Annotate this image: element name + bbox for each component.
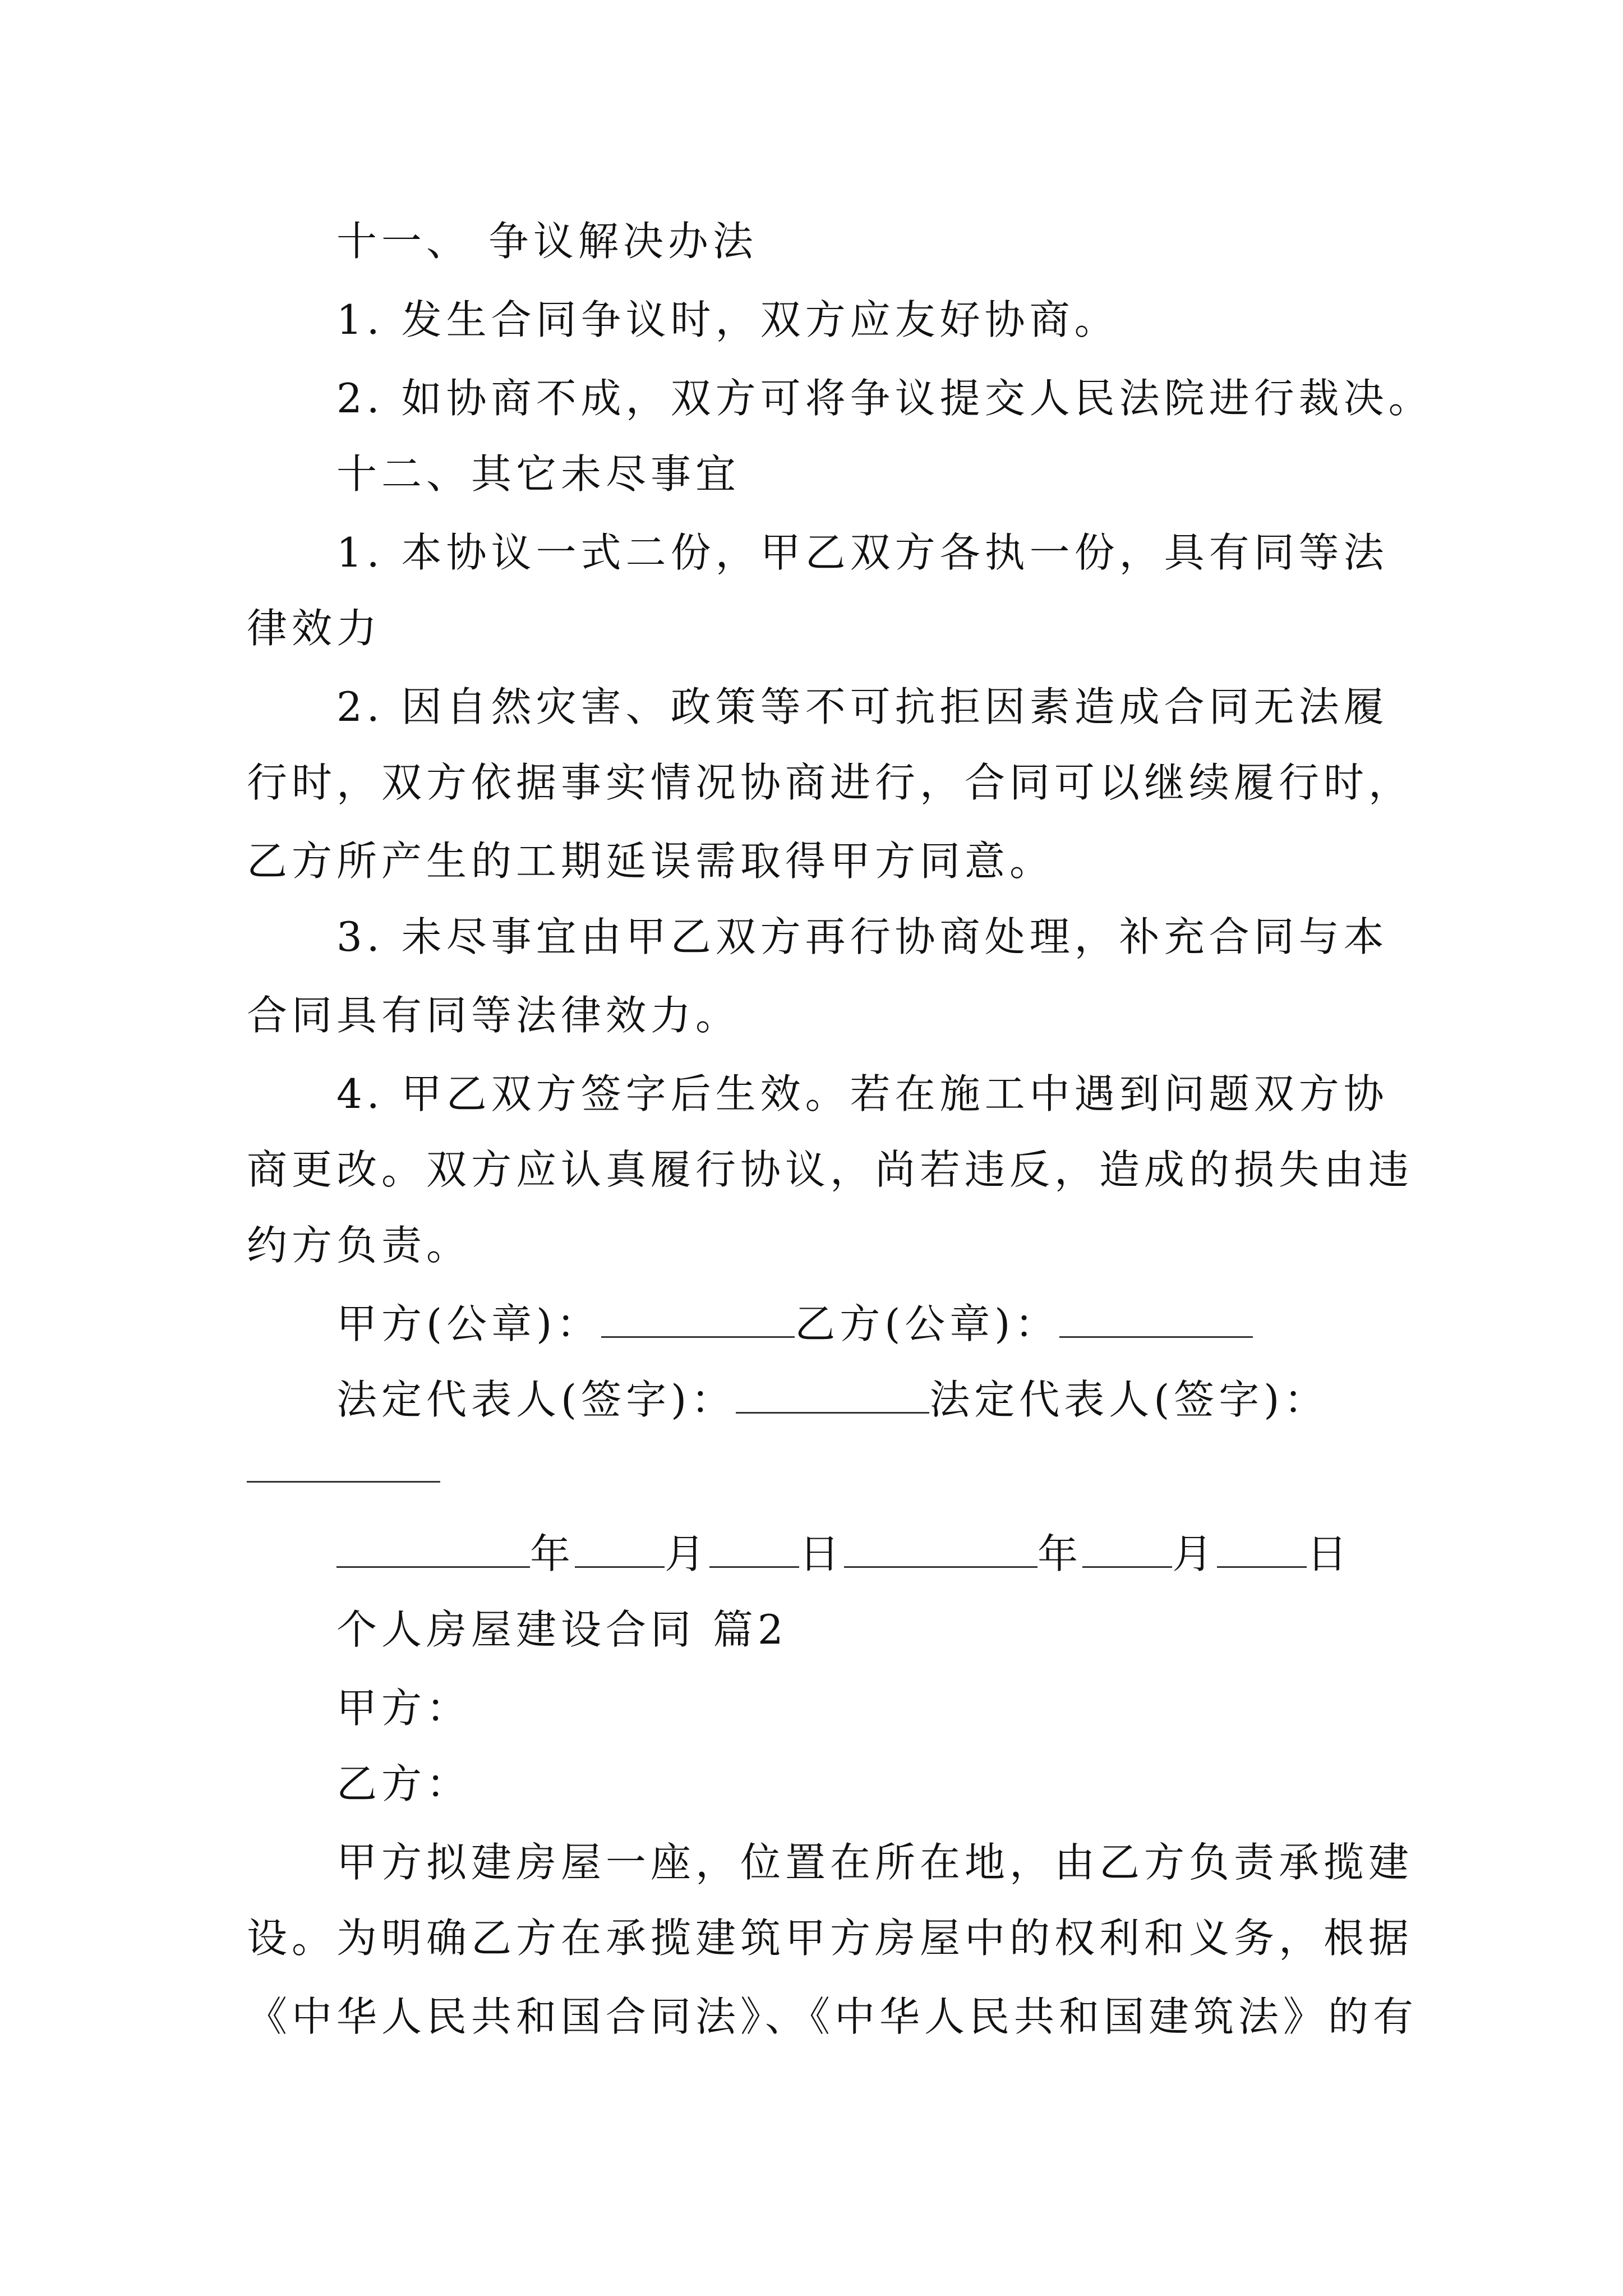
s12-item-2-line-3: 乙方所产生的工期延误需取得甲方同意。 (247, 838, 1055, 885)
contract-2-intro-line-2: 设。为明确乙方在承揽建筑甲方房屋中的权利和义务，根据 (247, 1915, 1414, 1962)
s12-item-4-line-1: 4. 甲乙双方签字后生效。若在施工中遇到问题双方协 (336, 1070, 1389, 1117)
s12-item-2-line-2: 行时，双方依据事实情况协商进行，合同可以继续履行时， (247, 759, 1414, 806)
date-row (336, 1526, 1352, 1582)
s12-item-1-line-1: 1. 本协议一式二份，甲乙双方各执一份，具有同等法 (336, 529, 1389, 576)
contract-2-intro-line-3: 《中华人民共和国合同法》、《中华人民共和国建筑法》的有 (247, 1993, 1418, 2040)
section-11-title: 十一、 争议解决办法 (336, 218, 758, 265)
seal-signature-row (336, 1296, 1253, 1352)
s12-item-3-line-1: 3. 未尽事宜由甲乙双方再行协商处理，补充合同与本 (336, 913, 1389, 960)
party-a-rep-blank[interactable] (736, 1376, 929, 1414)
date-b-month-blank[interactable] (1082, 1530, 1172, 1568)
contract-2-intro-line-1: 甲方拟建房屋一座，位置在所在地，由乙方负责承揽建 (336, 1839, 1414, 1886)
s12-item-3-line-2: 合同具有同等法律效力。 (247, 992, 741, 1039)
party-a-rep-label: 法定代表人(签字)： (336, 1376, 736, 1423)
s12-item-2-line-1: 2. 因自然灾害、政策等不可抗拒因素造成合同无法履 (336, 683, 1389, 730)
date-b-year-blank[interactable] (844, 1530, 1038, 1568)
representative-signature-row (336, 1372, 1329, 1428)
date-b-day-label: 日 (1307, 1530, 1352, 1577)
s11-item-2: 2. 如协商不成，双方可将争议提交人民法院进行裁决。 (336, 375, 1433, 422)
date-a-year-blank[interactable] (336, 1530, 530, 1568)
party-b-seal-blank[interactable] (1059, 1300, 1253, 1338)
date-b-year-label: 年 (1038, 1530, 1083, 1577)
date-a-month-label: 月 (665, 1530, 710, 1577)
date-a-month-blank[interactable] (575, 1530, 665, 1568)
date-a-day-blank[interactable] (709, 1530, 799, 1568)
party-b-rep-blank[interactable] (247, 1481, 440, 1483)
party-a-seal-label: 甲方(公章)： (336, 1300, 602, 1347)
party-b-rep-label: 法定代表人(签字)： (929, 1376, 1329, 1423)
date-a-day-label: 日 (799, 1530, 845, 1577)
s12-item-4-line-2: 商更改。双方应认真履行协议，尚若违反，造成的损失由违 (247, 1146, 1414, 1193)
contract-2-title: 个人房屋建设合同 篇2 (336, 1606, 788, 1653)
date-a-year-label: 年 (530, 1530, 575, 1577)
s12-item-4-line-3: 约方负责。 (247, 1222, 472, 1269)
party-a-seal-blank[interactable] (601, 1300, 795, 1338)
date-b-month-label: 月 (1172, 1530, 1218, 1577)
s12-item-1-line-2: 律效力 (247, 605, 382, 652)
s11-item-1: 1. 发生合同争议时，双方应友好协商。 (336, 296, 1119, 343)
section-12-title: 十二、其它未尽事宜 (336, 450, 741, 498)
contract-2-party-b: 乙方： (336, 1760, 472, 1807)
date-b-day-blank[interactable] (1217, 1530, 1307, 1568)
contract-2-party-a: 甲方： (336, 1685, 472, 1732)
party-b-seal-label: 乙方(公章)： (795, 1300, 1060, 1347)
